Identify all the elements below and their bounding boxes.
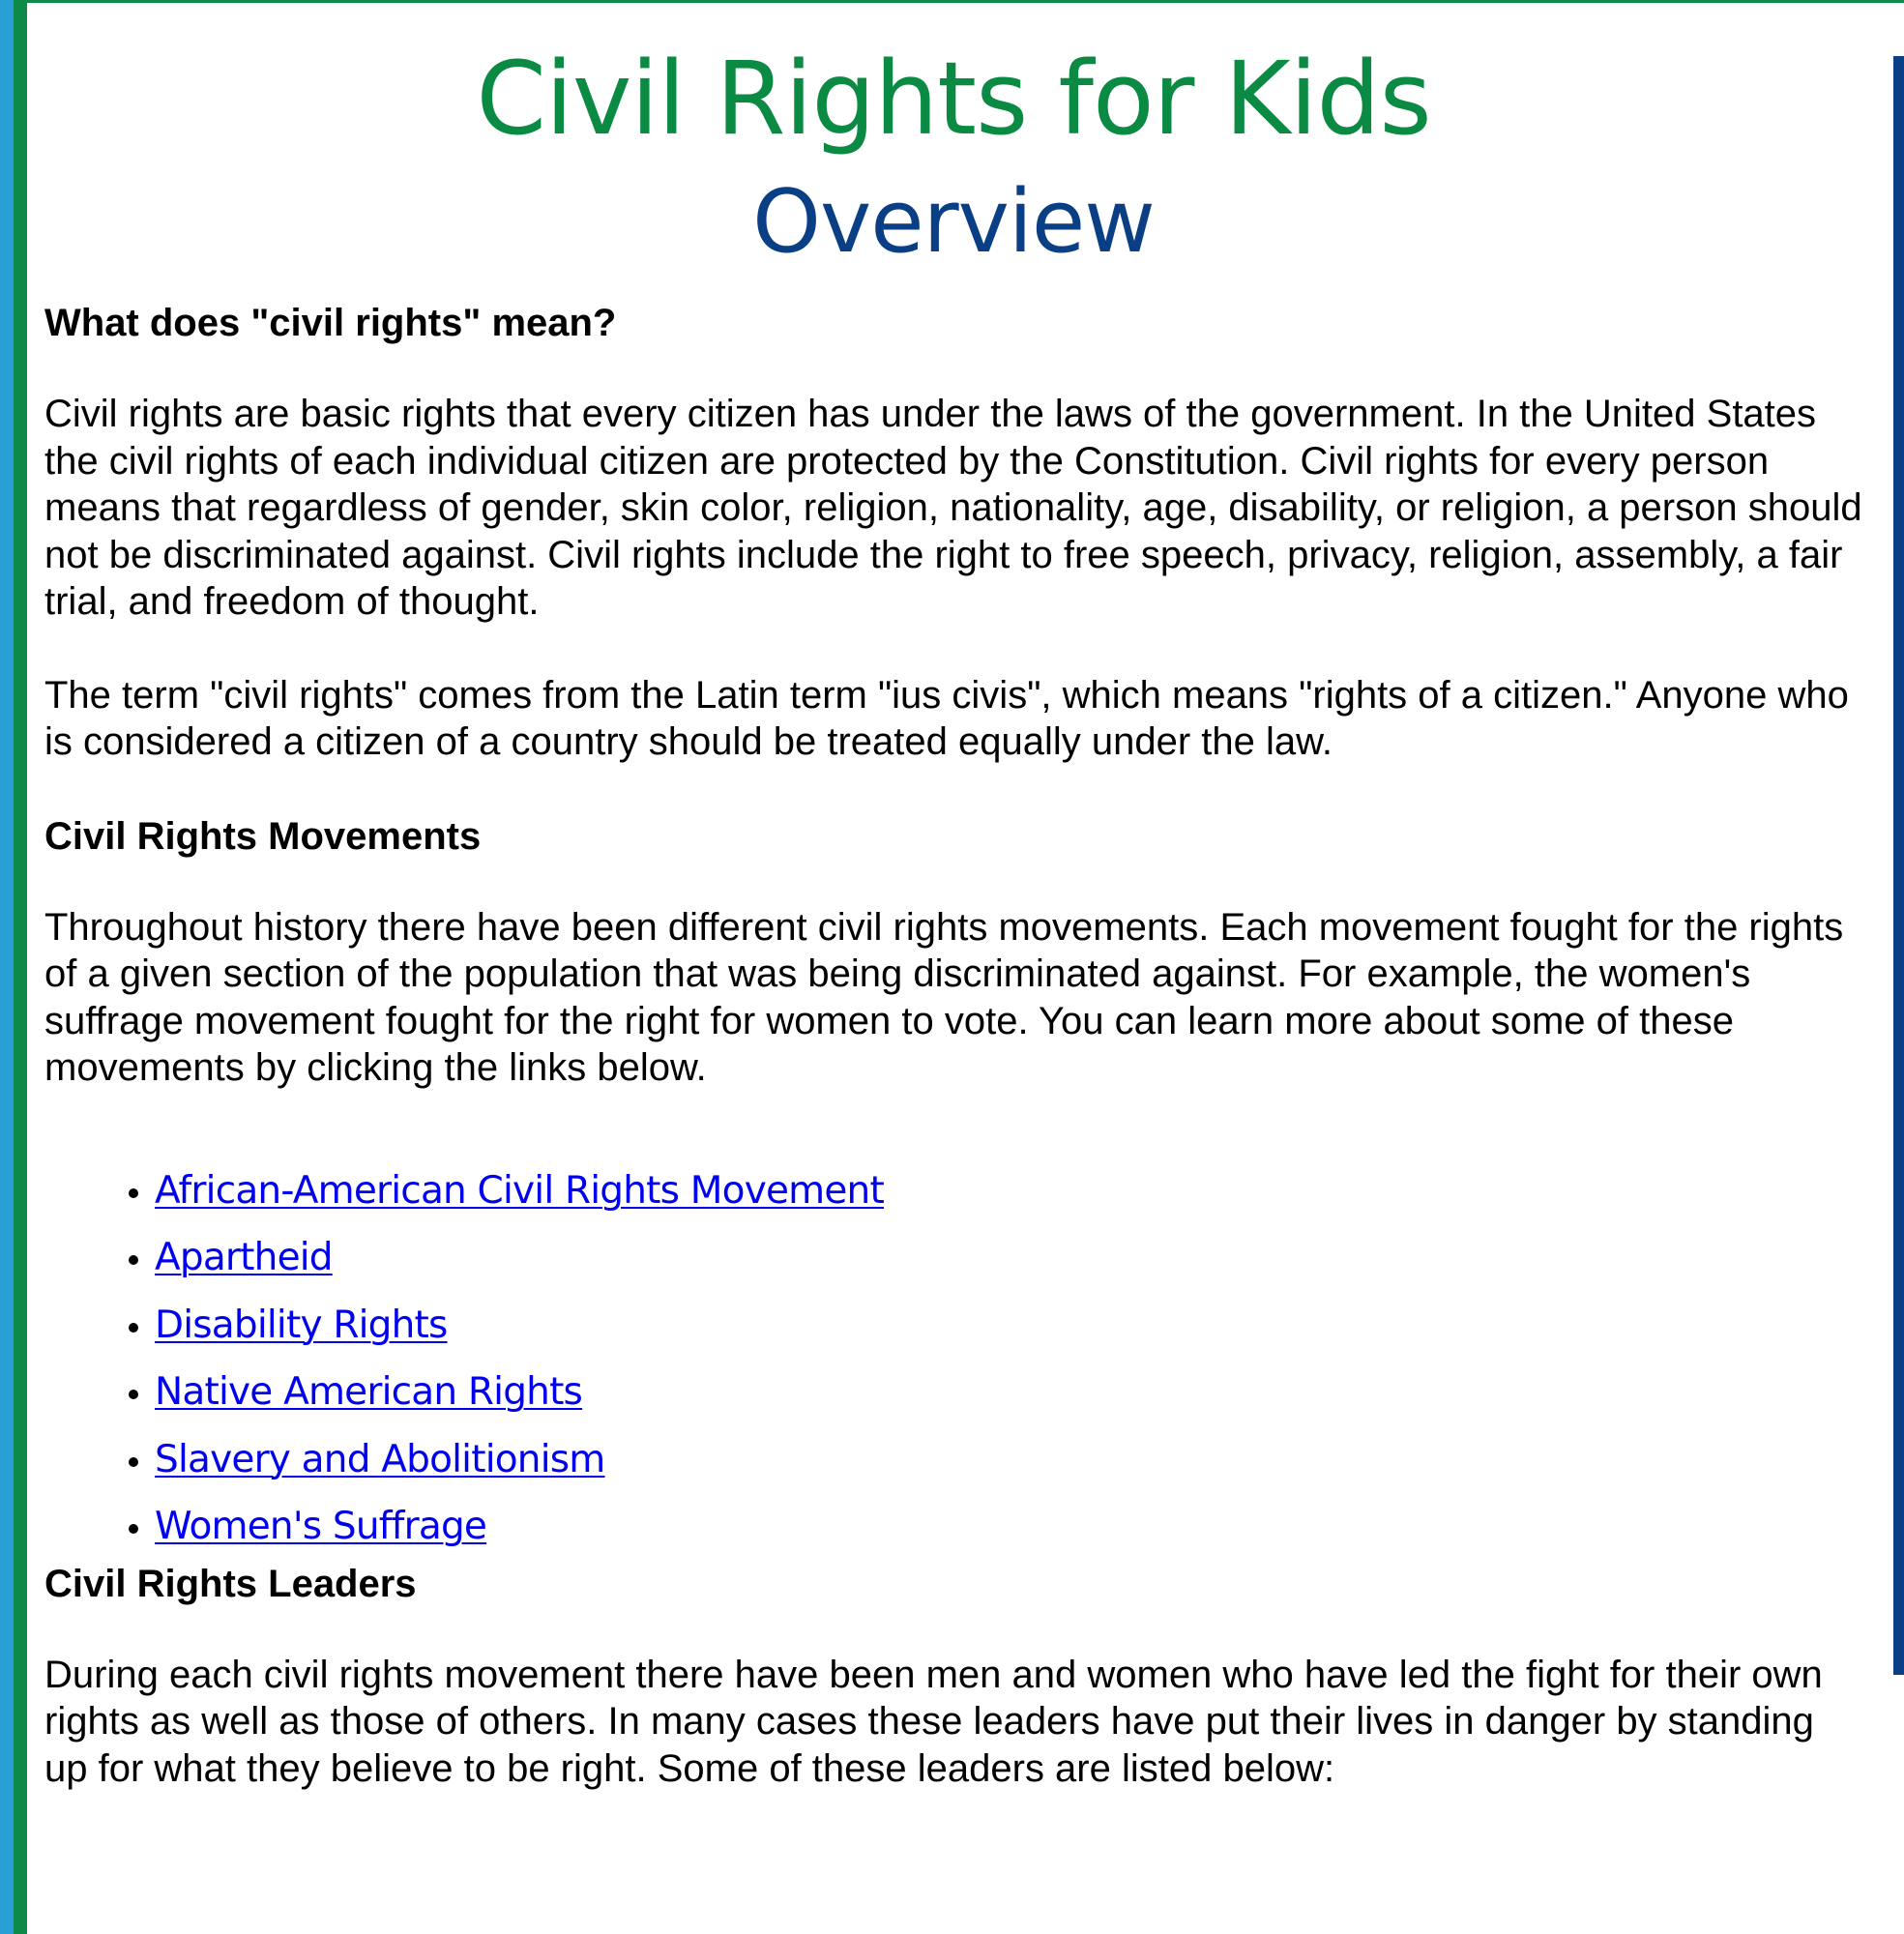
site-title: Civil Rights for Kids: [476, 40, 1431, 158]
section-heading-leaders: Civil Rights Leaders: [44, 1562, 417, 1605]
list-item: [155, 1230, 1862, 1298]
left-border-accent: [14, 0, 27, 1934]
list-item: [155, 1432, 1862, 1500]
link-slavery-abolitionism[interactable]: Slavery and Abolitionism: [155, 1437, 605, 1481]
left-border-bar: [0, 0, 14, 1934]
page-title: Overview: [752, 171, 1155, 273]
list-item: [155, 1298, 1862, 1365]
main-content: [44, 0, 1862, 1792]
paragraph-leaders: During each civil rights movement there have been men and women who have led the fight for their own rights as well as those of others. In many cases these leaders have put their lives in danger by standing up for what they believe to be right. Some of these leaders are listed below:: [44, 1653, 1823, 1790]
link-apartheid[interactable]: Apartheid: [155, 1236, 333, 1279]
list-item: [155, 1499, 1862, 1567]
section-heading-movements: Civil Rights Movements: [44, 814, 482, 858]
link-disability-rights[interactable]: Disability Rights: [155, 1303, 448, 1347]
link-african-american-civil-rights[interactable]: African-American Civil Rights Movement: [155, 1168, 884, 1213]
link-womens-suffrage[interactable]: Women's Suffrage: [155, 1505, 487, 1548]
paragraph-meaning-2: The term "civil rights" comes from the Latin term "ius civis", which means "rights of a citizen." Anyone who is considered a citizen of a country should be treated equally under the law.: [44, 673, 1849, 763]
section-heading-meaning: What does "civil rights" mean?: [44, 302, 617, 344]
list-item: [155, 1364, 1862, 1432]
paragraph-meaning-1: Civil rights are basic rights that every citizen has under the laws of the government. In the United States the civil rights of each individual citizen are protected by the Constitution. Civil rights for every person means that regardless of gender, skin color, religion, nationality, age, disability, or religion, a person should not be discriminated against. Civil rights include the right to free speech, privacy, religion, assembly, a fair trial, and freedom of thought.: [44, 393, 1862, 623]
list-item: [155, 1163, 1862, 1231]
movement-links-list: [44, 1163, 1862, 1567]
right-border-bar: [1893, 56, 1904, 1675]
link-native-american-rights[interactable]: Native American Rights: [155, 1370, 583, 1414]
paragraph-movements: Throughout history there have been different civil rights movements. Each movement fought for the rights of a given section of the population that was being discriminated against. For example, the women's suffrage movement fought for the right for women to vote. You can learn more about some of these movements by clicking the links below.: [44, 905, 1844, 1089]
